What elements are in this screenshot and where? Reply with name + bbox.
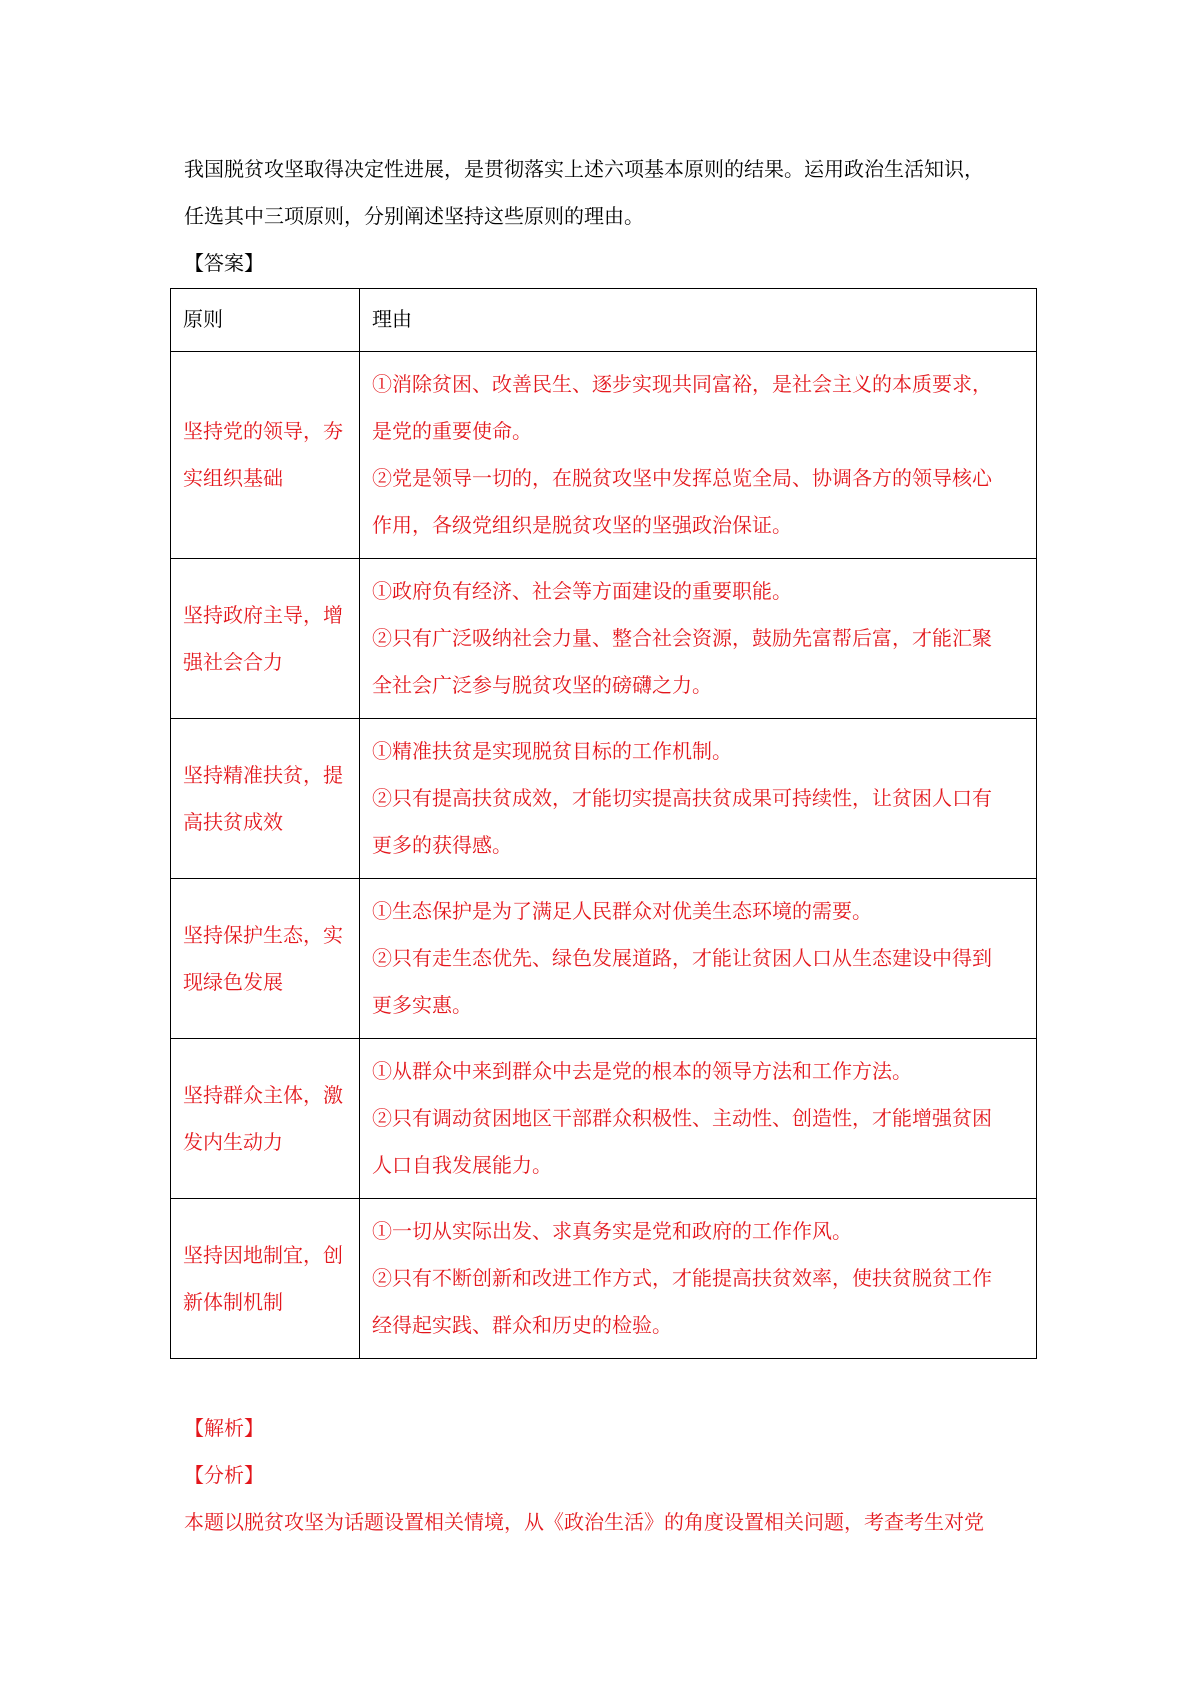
answer-table — [170, 288, 1037, 1359]
principle-cell: 坚持精准扶贫，提 高扶贫成效 — [171, 719, 360, 879]
table-row — [171, 559, 1037, 719]
question-text — [184, 146, 1044, 240]
question-line: 我国脱贫攻坚取得决定性进展，是贯彻落实上述六项基本原则的结果。运用政治生活知识， — [184, 157, 984, 181]
reason-cell: ①生态保护是为了满足人民群众对优美生态环境的需要。 ②只有走生态优先、绿色发展道路，才能让贫困人口从生态建设中得到 更多实惠。 — [360, 879, 1037, 1039]
reason-cell: ①精准扶贫是实现脱贫目标的工作机制。 ②只有提高扶贫成效，才能切实提高扶贫成果可持续性，让贫困人口有 更多的获得感。 — [360, 719, 1037, 879]
reason-cell: ①从群众中来到群众中去是党的根本的领导方法和工作方法。 ②只有调动贫困地区干部群众积极性、主动性、创造性，才能增强贫困 人口自我发展能力。 — [360, 1039, 1037, 1199]
reason-cell: ①消除贫困、改善民生、逐步实现共同富裕，是社会主义的本质要求， 是党的重要使命。 ②党是领导一切的，在脱贫攻坚中发挥总览全局、协调各方的领导核心 作用，各级党组织是脱贫攻坚的坚强政治保证。 — [360, 352, 1037, 559]
header-principle: 原则 — [171, 289, 360, 352]
answer-label: 【答案】 — [184, 251, 264, 275]
principle-cell: 坚持因地制宜，创 新体制机制 — [171, 1199, 360, 1359]
table-row — [171, 719, 1037, 879]
analysis-text: 本题以脱贫攻坚为话题设置相关情境，从《政治生活》的角度设置相关问题，考查考生对党 — [184, 1510, 984, 1534]
header-reason: 理由 — [360, 289, 1037, 352]
principle-cell: 坚持政府主导，增 强社会合力 — [171, 559, 360, 719]
fenxi-label: 【分析】 — [184, 1463, 264, 1487]
reason-cell: ①一切从实际出发、求真务实是党和政府的工作作风。 ②只有不断创新和改进工作方式，才能提高扶贫效率，使扶贫脱贫工作 经得起实践、群众和历史的检验。 — [360, 1199, 1037, 1359]
principle-cell: 坚持群众主体，激 发内生动力 — [171, 1039, 360, 1199]
table-header-row — [171, 289, 1037, 352]
table-row — [171, 879, 1037, 1039]
principle-cell: 坚持党的领导，夯 实组织基础 — [171, 352, 360, 559]
reason-cell: ①政府负有经济、社会等方面建设的重要职能。 ②只有广泛吸纳社会力量、整合社会资源，鼓励先富帮后富，才能汇聚 全社会广泛参与脱贫攻坚的磅礴之力。 — [360, 559, 1037, 719]
table-row — [171, 1039, 1037, 1199]
table-row — [171, 352, 1037, 559]
table-row — [171, 1199, 1037, 1359]
analysis-label: 【解析】 — [184, 1416, 264, 1440]
question-line: 任选其中三项原则，分别阐述坚持这些原则的理由。 — [184, 204, 644, 228]
principle-cell: 坚持保护生态，实 现绿色发展 — [171, 879, 360, 1039]
